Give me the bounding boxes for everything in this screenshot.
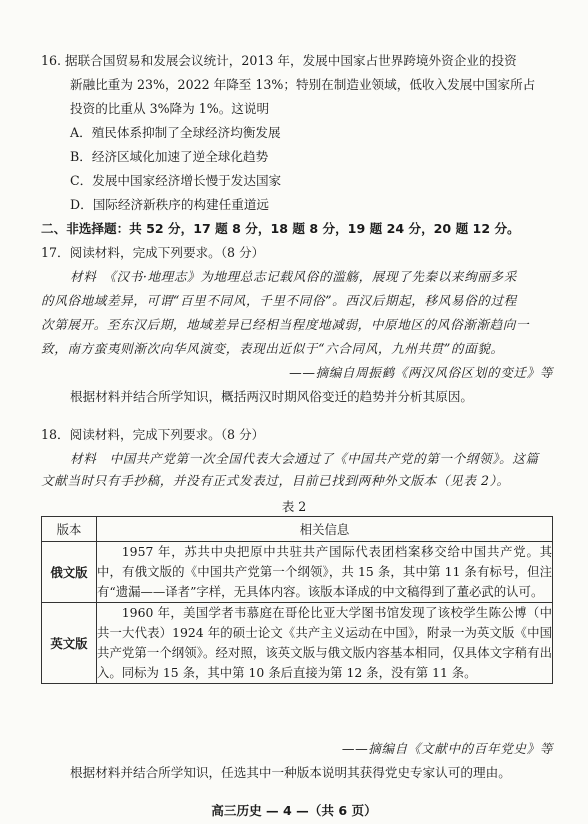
q18-source: ——摘编自《文献中的百年党史》等 xyxy=(341,741,553,756)
table-caption: 表 2 xyxy=(281,499,307,514)
q17-source: ——摘编自周振鹤《两汉风俗区划的变迁》等 xyxy=(289,365,553,380)
row-text-english xyxy=(97,603,553,684)
versions-table xyxy=(41,516,553,684)
row-label-russian: 俄文版 xyxy=(42,542,97,603)
q17-material-line-3: 次第展开。至东汉后期，地域差异已经相当程度地减弱，中原地区的风俗渐渐趋向一 xyxy=(41,317,530,332)
q16-option-d: D．国际经济新秩序的构建任重道远 xyxy=(70,197,270,212)
row-text-english-content: 1960 年，美国学者韦慕庭在哥伦比亚大学图书馆发现了该校学生陈公博（中共一大代表）1924 年的硕士论文《共产主义运动在中国》，附录一为英文版《中国共产党第一个纲领》。经对照，该英文版与俄文版内容基本相同，仅具体文字稍有出入。同标为 15 条，其中第 10 条后直接为第 12 条，没有第 11 条。 xyxy=(97,605,552,680)
header-info: 相关信息 xyxy=(97,517,553,542)
q16-option-c: C．发展中国家经济增长慢于发达国家 xyxy=(70,173,282,188)
q17-material-line-4: 致，南方蛮夷则渐次向华风演变，表现出近似于“六合同风，九州共贯”的面貌。 xyxy=(41,341,504,356)
q18-title: 18．阅读材料，完成下列要求。（8 分） xyxy=(41,427,265,442)
q16-line-3: 投资的比重从 3%降为 1%。这说明 xyxy=(70,101,270,116)
q18-material-line-1: 材料 中国共产党第一次全国代表大会通过了《中国共产党的第一个纲领》。这篇 xyxy=(70,451,539,466)
table-row xyxy=(42,542,553,603)
row-text-russian-content: 1957 年，苏共中央把原中共驻共产国际代表团档案移交给中国共产党。其中，有俄文版的《中国共产党第一个纲领》，共 15 条，其中第 11 条有标号，但注有“遗漏——译者”字样，无具体内容。该版本译成的中文稿得到了董必武的认可。 xyxy=(97,544,552,599)
table-row xyxy=(42,603,553,684)
section-2-heading: 二、非选择题：共 52 分，17 题 8 分，18 题 8 分，19 题 24 分，20 题 12 分。 xyxy=(41,221,520,236)
table-header-row xyxy=(42,517,553,542)
q17-question: 根据材料并结合所学知识，概括两汉时期风俗变迁的趋势并分析其原因。 xyxy=(70,389,473,404)
q16-line-1: 16. 据联合国贸易和发展会议统计，2013 年，发展中国家占世界跨境外资企业的投资 xyxy=(41,53,517,68)
q16-option-b: B．经济区域化加速了逆全球化趋势 xyxy=(70,149,269,164)
q17-material-line-1: 材料 《汉书·地理志》为地理总志记载风俗的滥觞，展现了先秦以来绚丽多采 xyxy=(70,269,517,284)
q17-material-line-2: 的风俗地域差异，可谓“百里不同风，千里不同俗”。西汉后期起，移风易俗的过程 xyxy=(41,293,517,308)
row-text-russian xyxy=(97,542,553,603)
row-label-english: 英文版 xyxy=(42,603,97,684)
q16-option-a: A．殖民体系抑制了全球经济均衡发展 xyxy=(70,125,281,140)
header-version: 版本 xyxy=(42,517,97,542)
q18-material-line-2: 文献当时只有手抄稿，并没有正式发表过，目前已找到两种外文版本（见表 2）。 xyxy=(41,473,510,488)
q18-question: 根据材料并结合所学知识，任选其中一种版本说明其获得党史专家认可的理由。 xyxy=(70,765,511,780)
q16-line-2: 新融比重为 23%，2022 年降至 13%；特别在制造业领域，低收入发展中国家所占 xyxy=(70,77,536,92)
page-footer: 高三历史 — 4 —（共 6 页） xyxy=(211,803,377,818)
q17-title: 17．阅读材料，完成下列要求。（8 分） xyxy=(41,245,265,260)
